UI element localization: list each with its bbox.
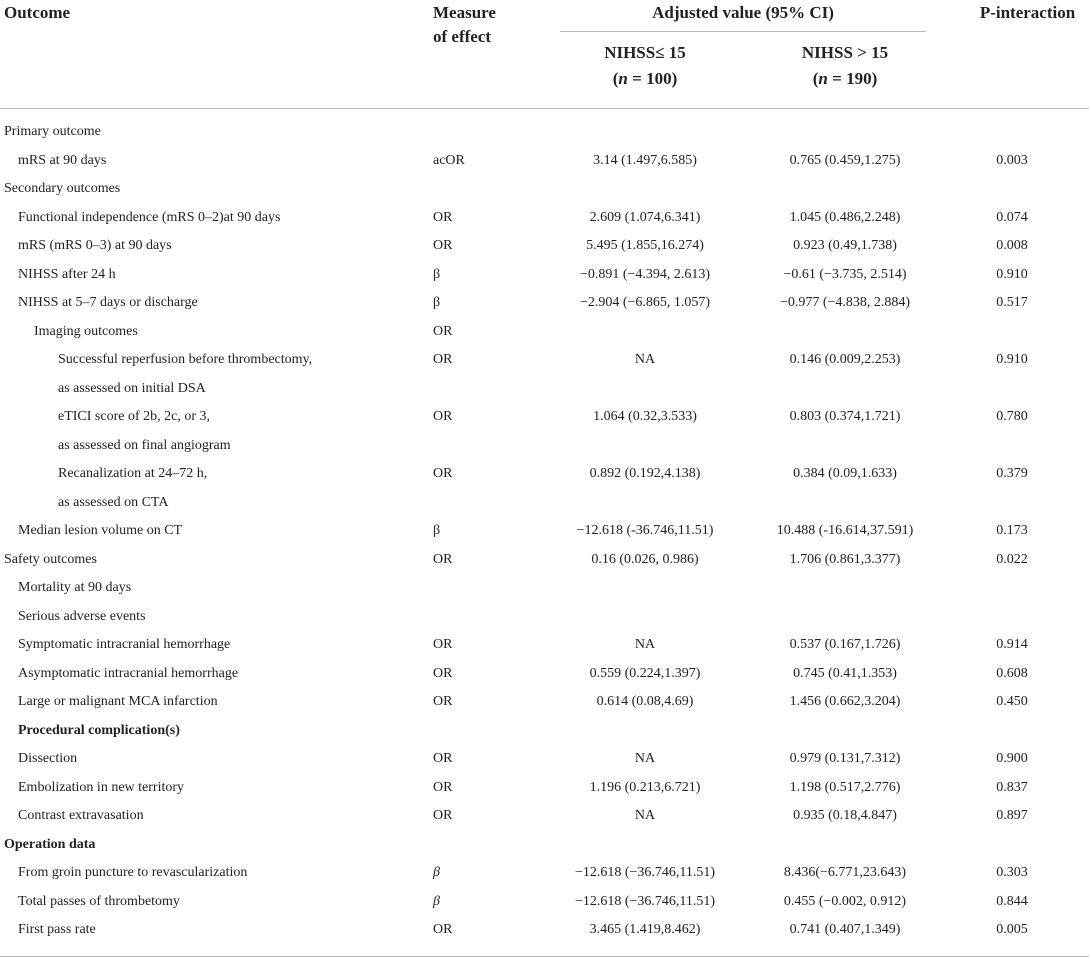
table-row (0, 261, 1089, 290)
cell-measure: β (433, 893, 440, 909)
table-row (0, 147, 1089, 176)
cell-nihss-gt15: 0.935 (0.18,4.847) (793, 808, 897, 823)
cell-nihss-gt15: 0.455 (−0.002, 0.912) (783, 893, 907, 909)
cell-outcome (4, 888, 180, 917)
table-row (0, 717, 1089, 746)
cell-p-interaction: 0.914 (996, 637, 1028, 652)
cell-outcome (4, 232, 172, 261)
cell-nihss-gt15: 0.741 (0.407,1.349) (789, 922, 901, 937)
cell-nihss-gt15: 0.765 (0.459,1.275) (789, 152, 901, 168)
cell-p-interaction: 0.005 (996, 922, 1028, 937)
outcome-label: eTICI score of 2b, 2c, or 3, (58, 409, 211, 424)
table-row (0, 603, 1089, 632)
cell-nihss-gt15: 1.706 (0.861,3.377) (789, 551, 901, 567)
cell-outcome (4, 774, 184, 803)
table-header (0, 0, 1089, 109)
header-col2-n: n (818, 69, 828, 88)
cell-p-interaction: 0.780 (996, 409, 1028, 424)
cell-outcome (4, 631, 230, 660)
cell-nihss-le15: −2.904 (−6.865, 1.057) (579, 295, 711, 310)
header-col2-line1: NIHSS > 15 (801, 43, 889, 62)
table-row (0, 403, 1089, 460)
cell-nihss-gt15: 0.803 (0.374,1.721) (789, 409, 901, 424)
cell-p-interaction: 0.022 (996, 551, 1028, 567)
header-measure-line1: Measure (433, 3, 496, 22)
cell-outcome (4, 175, 120, 204)
cell-outcome (4, 745, 77, 774)
header-col1-line2: (n = 100) (612, 69, 678, 88)
cell-p-interaction: 0.173 (996, 523, 1028, 538)
cell-measure: OR (433, 352, 453, 367)
table-row (0, 660, 1089, 689)
outcome-label: Procedural complication(s) (18, 722, 180, 738)
cell-nihss-le15: 1.064 (0.32,3.533) (593, 409, 697, 424)
table-row (0, 346, 1089, 403)
cell-outcome (4, 831, 95, 860)
outcome-label: Total passes of thrombetomy (18, 893, 180, 909)
outcome-label: Serious adverse events (18, 608, 146, 624)
outcome-label: Recanalization at 24–72 h, (58, 466, 208, 481)
cell-p-interaction: 0.008 (996, 238, 1028, 253)
outcome-label: Contrast extravasation (18, 808, 144, 823)
cell-nihss-le15: −12.618 (−36.746,11.51) (574, 865, 716, 880)
cell-outcome (4, 318, 138, 347)
cell-nihss-gt15: 0.979 (0.131,7.312) (789, 751, 901, 766)
cell-p-interaction: 0.844 (996, 893, 1028, 909)
cell-nihss-gt15: 0.384 (0.09,1.633) (793, 466, 897, 481)
cell-nihss-gt15: −0.61 (−3.735, 2.514) (783, 266, 907, 282)
cell-nihss-le15: 0.559 (0.224,1.397) (589, 665, 701, 681)
table-row (0, 232, 1089, 261)
table-row (0, 859, 1089, 888)
outcome-label-continued: as assessed on final angiogram (58, 437, 231, 453)
outcome-label: mRS (mRS 0–3) at 90 days (18, 238, 172, 253)
cell-p-interaction: 0.910 (996, 266, 1028, 282)
cell-nihss-gt15: 1.456 (0.662,3.204) (789, 694, 901, 709)
table-row (0, 574, 1089, 603)
cell-measure: OR (433, 637, 453, 652)
cell-nihss-gt15: −0.977 (−4.838, 2.884) (779, 295, 911, 310)
cell-p-interaction: 0.379 (996, 466, 1028, 481)
header-p-interaction: P-interaction (979, 3, 1076, 22)
table-row (0, 631, 1089, 660)
outcome-label: Mortality at 90 days (18, 580, 132, 595)
cell-outcome (4, 403, 231, 460)
table-row (0, 802, 1089, 831)
cell-nihss-le15: NA (634, 352, 656, 367)
cell-nihss-le15: NA (634, 637, 656, 652)
table-row (0, 517, 1089, 546)
cell-nihss-le15: −0.891 (−4.394, 2.613) (579, 266, 711, 282)
cell-outcome (4, 603, 146, 632)
cell-outcome (4, 346, 312, 403)
outcome-label: Asymptomatic intracranial hemorrhage (18, 665, 239, 681)
table-row (0, 175, 1089, 204)
cell-measure: OR (433, 238, 453, 253)
table-bottom-rule (0, 956, 1089, 957)
table-row (0, 204, 1089, 233)
cell-nihss-gt15: 0.537 (0.167,1.726) (789, 637, 901, 652)
cell-p-interaction: 0.608 (996, 665, 1028, 681)
cell-nihss-le15: 2.609 (1.074,6.341) (589, 209, 701, 225)
outcome-label: Median lesion volume on CT (18, 523, 183, 538)
outcome-label: Large or malignant MCA infarction (18, 694, 218, 709)
cell-nihss-le15: −12.618 (−36.746,11.51) (574, 893, 716, 909)
table-row (0, 745, 1089, 774)
cell-p-interaction: 0.897 (996, 808, 1028, 823)
cell-outcome (4, 546, 97, 575)
table-row (0, 318, 1089, 347)
table-row (0, 774, 1089, 803)
cell-p-interaction: 0.303 (996, 865, 1028, 880)
header-col1-line1: NIHSS≤ 15 (604, 43, 686, 62)
cell-p-interaction: 0.074 (996, 209, 1028, 225)
cell-p-interaction: 0.450 (996, 694, 1028, 709)
outcome-label: First pass rate (18, 922, 96, 937)
cell-nihss-gt15: 8.436(−6.771,23.643) (783, 865, 907, 880)
outcome-label: From groin puncture to revascularization (18, 865, 248, 880)
cell-measure: OR (433, 808, 453, 823)
cell-nihss-gt15: 0.745 (0.41,1.353) (793, 665, 897, 681)
cell-outcome (4, 859, 247, 888)
outcome-label-continued: as assessed on initial DSA (58, 380, 206, 396)
header-outcome: Outcome (4, 3, 71, 22)
header-col1-n: n (618, 69, 628, 88)
outcome-label: Imaging outcomes (34, 323, 138, 339)
header-col1-count: = 100) (627, 69, 678, 88)
outcome-label: NIHSS after 24 h (18, 266, 116, 282)
cell-outcome (4, 916, 96, 945)
cell-nihss-le15: 5.495 (1.855,16.274) (586, 238, 704, 253)
cell-nihss-le15: 0.16 (0.026, 0.986) (591, 551, 699, 567)
table-row (0, 289, 1089, 318)
cell-measure: OR (433, 466, 453, 481)
cell-outcome (4, 574, 131, 603)
cell-outcome (4, 289, 198, 318)
cell-p-interaction: 0.003 (996, 152, 1028, 168)
cell-measure: OR (433, 665, 453, 681)
table-row (0, 688, 1089, 717)
cell-outcome (4, 460, 207, 517)
header-adjusted-value: Adjusted value (95% CI) (652, 3, 834, 22)
cell-outcome (4, 688, 218, 717)
table-row (0, 546, 1089, 575)
outcome-label: NIHSS at 5–7 days or discharge (18, 295, 198, 310)
outcome-label: Operation data (4, 836, 96, 852)
outcome-label: Safety outcomes (4, 551, 97, 567)
cell-measure: β (433, 266, 441, 282)
cell-measure: β (433, 295, 441, 310)
cell-outcome (4, 261, 116, 290)
table-row (0, 460, 1089, 517)
outcome-label: Embolization in new territory (18, 779, 185, 795)
cell-measure: OR (433, 694, 453, 709)
cell-measure: OR (433, 209, 453, 225)
cell-measure: acOR (433, 152, 465, 168)
cell-nihss-gt15: 10.488 (-16.614,37.591) (776, 523, 914, 538)
cell-nihss-le15: −12.618 (-36.746,11.51) (576, 523, 714, 538)
cell-nihss-le15: 3.465 (1.419,8.462) (589, 922, 701, 937)
cell-nihss-le15: 1.196 (0.213,6.721) (589, 779, 701, 795)
cell-outcome (4, 204, 280, 233)
outcome-label: Secondary outcomes (4, 181, 121, 196)
cell-outcome (4, 147, 106, 176)
cell-nihss-gt15: 0.923 (0.49,1.738) (793, 238, 897, 253)
outcome-label: Functional independence (mRS 0–2)at 90 days (18, 209, 281, 225)
cell-p-interaction: 0.900 (996, 751, 1028, 766)
cell-outcome (4, 660, 238, 689)
cell-p-interaction: 0.517 (996, 295, 1028, 310)
cell-outcome (4, 717, 180, 746)
table-row (0, 118, 1089, 147)
cell-nihss-gt15: 1.045 (0.486,2.248) (789, 209, 901, 225)
cell-measure: OR (433, 751, 453, 766)
cell-p-interaction: 0.837 (996, 779, 1028, 795)
cell-nihss-le15: NA (634, 808, 656, 823)
cell-measure: β (433, 523, 441, 538)
cell-nihss-le15: 0.892 (0.192,4.138) (589, 466, 701, 481)
outcome-label: Symptomatic intracranial hemorrhage (18, 637, 231, 652)
cell-outcome (4, 118, 101, 147)
cell-measure: OR (433, 551, 453, 567)
outcome-label: mRS at 90 days (18, 152, 107, 168)
cell-measure: OR (433, 409, 453, 424)
cell-nihss-le15: NA (634, 751, 656, 766)
cell-measure: β (433, 865, 440, 880)
table-body (0, 118, 1089, 945)
outcome-label-continued: as assessed on CTA (58, 494, 169, 510)
cell-measure: OR (433, 779, 453, 795)
cell-p-interaction: 0.910 (996, 352, 1028, 367)
cell-nihss-le15: 3.14 (1.497,6.585) (593, 152, 697, 168)
cell-outcome (4, 517, 182, 546)
cell-measure: OR (433, 323, 453, 339)
table-row (0, 916, 1089, 945)
outcome-label: Primary outcome (4, 124, 101, 139)
header-measure-line2: of effect (433, 27, 492, 46)
cell-nihss-le15: 0.614 (0.08,4.69) (596, 694, 694, 709)
outcome-label: Dissection (18, 751, 78, 766)
table-row (0, 888, 1089, 917)
header-divider (560, 31, 926, 32)
cell-nihss-gt15: 0.146 (0.009,2.253) (789, 352, 901, 367)
table-row (0, 831, 1089, 860)
cell-measure: OR (433, 922, 453, 937)
header-col2-count: = 190) (827, 69, 878, 88)
cell-nihss-gt15: 1.198 (0.517,2.776) (789, 779, 901, 795)
cell-outcome (4, 802, 144, 831)
outcome-label: Successful reperfusion before thrombectomy, (58, 352, 313, 367)
header-col2-line2: (n = 190) (812, 69, 878, 88)
